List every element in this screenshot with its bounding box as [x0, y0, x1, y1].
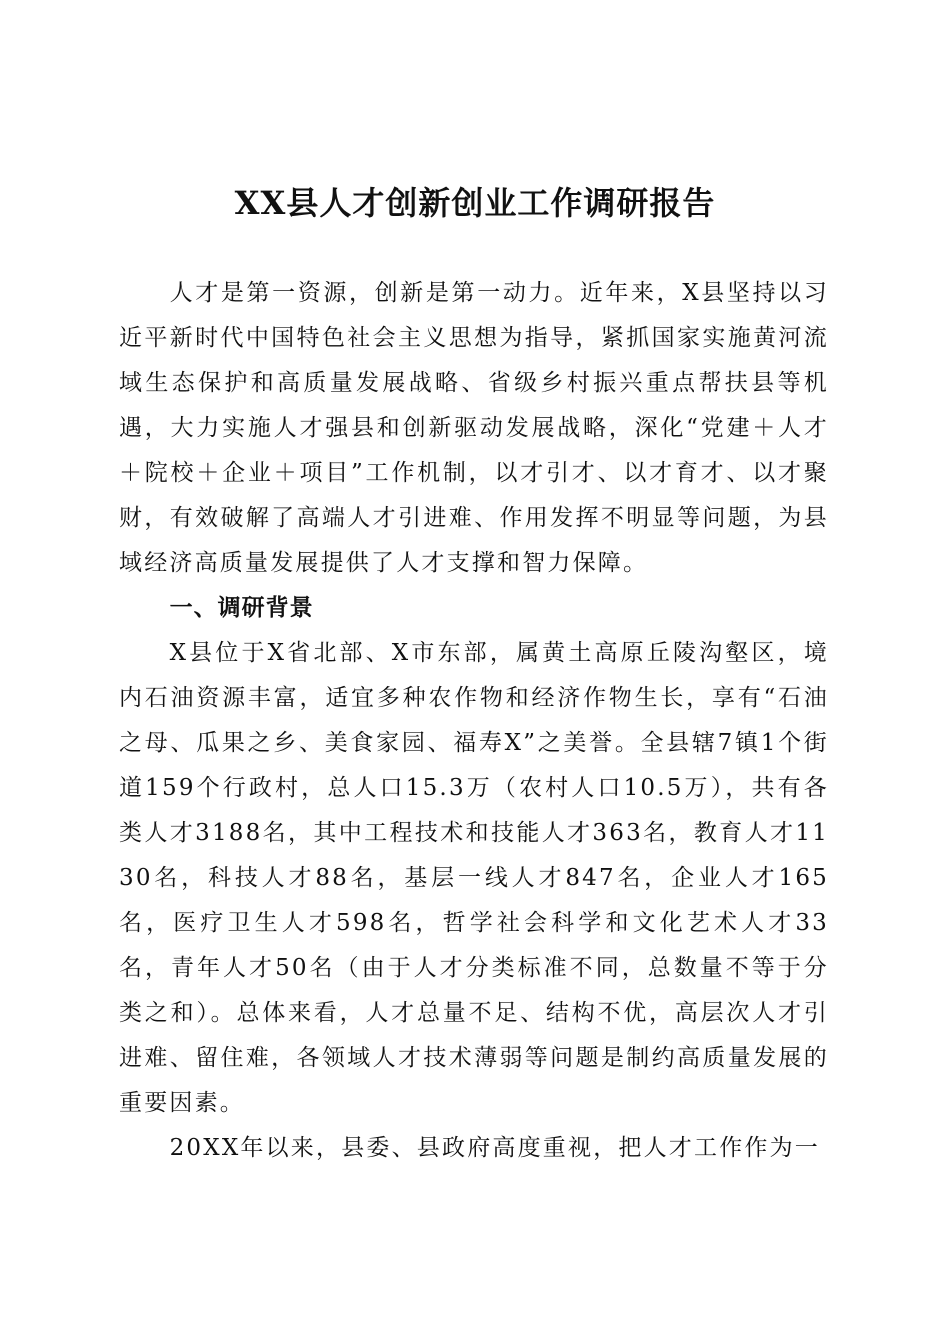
- section-heading-background: 一、调研背景: [169, 595, 314, 621]
- intro-paragraph: 人才是第一资源，创新是第一动力。近年来，X县坚持以习近平新时代中国特色社会主义思想为指导，紧抓国家实施黄河流域生态保护和高质量发展战略、省级乡村振兴重点帮扶县等机遇，大力实施人才强县和创新驱动发展战略，深化“党建＋人才＋院校＋企业＋项目”工作机制，以才引才、以才育才、以才聚财，有效破解了高端人才引进难、作用发挥不明显等问题，为县域经济高质量发展提供了人才支撑和智力保障。: [119, 280, 829, 576]
- history-paragraph: 20XX年以来，县委、县政府高度重视，把人才工作作为一: [169, 1135, 821, 1161]
- background-paragraph: X县位于X省北部、X市东部，属黄土高原丘陵沟壑区，境内石油资源丰富，适宜多种农作物和经济作物生长，享有“石油之母、瓜果之乡、美食家园、福寿X”之美誉。全县辖7镇1个街道159个行政村，总人口15.3万（农村人口10.5万），共有各类人才3188名，其中工程技术和技能人才363名，教育人才1130名，科技人才88名，基层一线人才847名，企业人才165名，医疗卫生人才598名，哲学社会科学和文化艺术人才33名，青年人才50名（由于人才分类标准不同，总数量不等于分类之和）。总体来看，人才总量不足、结构不优，高层次人才引进难、留住难，各领域人才技术薄弱等问题是制约高质量发展的重要因素。: [119, 640, 829, 1116]
- document-body: [119, 271, 829, 1171]
- document-title: XX县人才创新创业工作调研报告: [234, 184, 716, 222]
